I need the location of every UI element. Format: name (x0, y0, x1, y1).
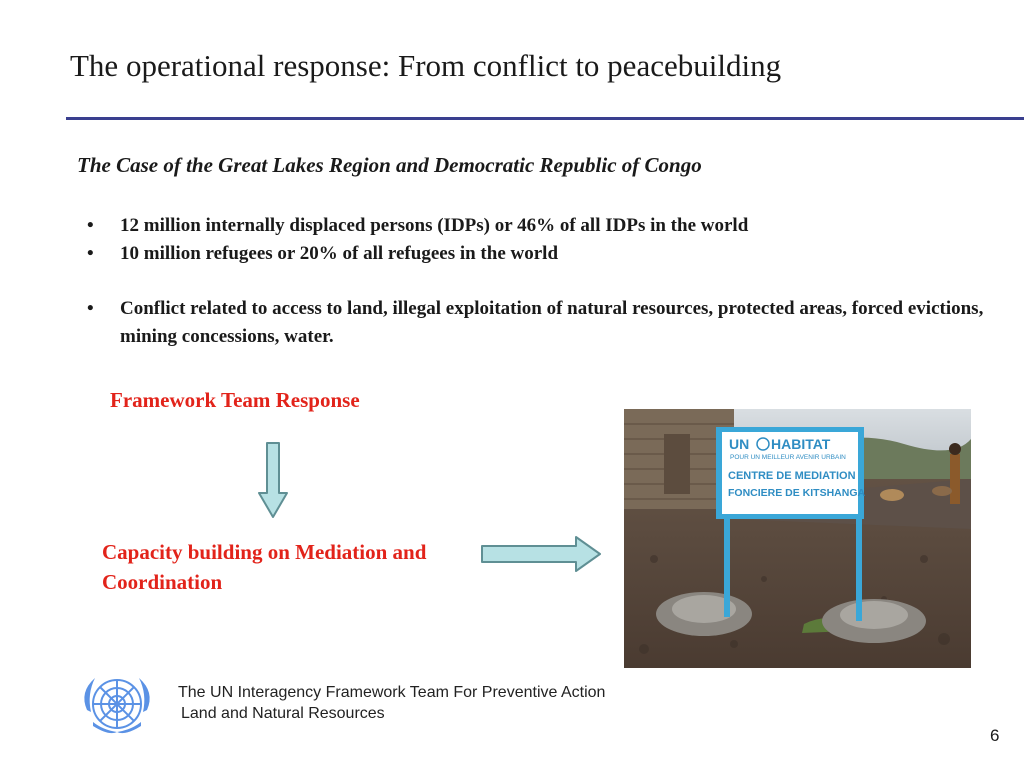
capacity-building-label: Capacity building on Mediation and Coordination (102, 540, 427, 594)
bullet-marker: • (87, 215, 94, 236)
right-arrow-icon (480, 534, 602, 574)
un-emblem-logo (65, 670, 169, 738)
footer-organization (178, 682, 605, 724)
bullet-list (87, 212, 997, 351)
page-number: 6 (990, 726, 1000, 745)
sign-line-habitat: HABITAT (771, 436, 831, 452)
title-divider (66, 117, 1024, 120)
down-arrow-icon (257, 441, 289, 519)
bullet-text: Conflict related to access to land, illegal exploitation of natural resources, protected areas, forced evictions, mining concessions, water. (120, 298, 984, 347)
footer-line-1: The UN Interagency Framework Team For Preventive Action (178, 684, 606, 701)
bullet-item (87, 240, 997, 268)
bullet-text: 12 million internally displaced persons (IDPs) or 46% of all IDPs in the world (120, 215, 749, 236)
slide-subtitle: The Case of the Great Lakes Region and Democratic Republic of Congo (77, 153, 702, 177)
sign-line-centre: CENTRE DE MEDIATION (728, 470, 856, 482)
bullet-marker: • (87, 298, 94, 319)
bullet-marker: • (87, 243, 94, 264)
bullet-item (87, 212, 997, 240)
sign-line-un: UN (729, 436, 750, 452)
bullet-text: 10 million refugees or 20% of all refugees in the world (120, 243, 559, 264)
sign-line-tagline: POUR UN MEILLEUR AVENIR URBAIN (730, 454, 846, 461)
sign-line-fonciere: FONCIERE DE KITSHANGA (728, 487, 866, 499)
framework-team-response-label: Framework Team Response (110, 388, 360, 412)
footer-line-2: Land and Natural Resources (181, 705, 385, 722)
slide-title: The operational response: From conflict to peacebuilding (70, 48, 782, 83)
mediation-centre-photo (624, 409, 971, 668)
bullet-item (87, 295, 997, 351)
